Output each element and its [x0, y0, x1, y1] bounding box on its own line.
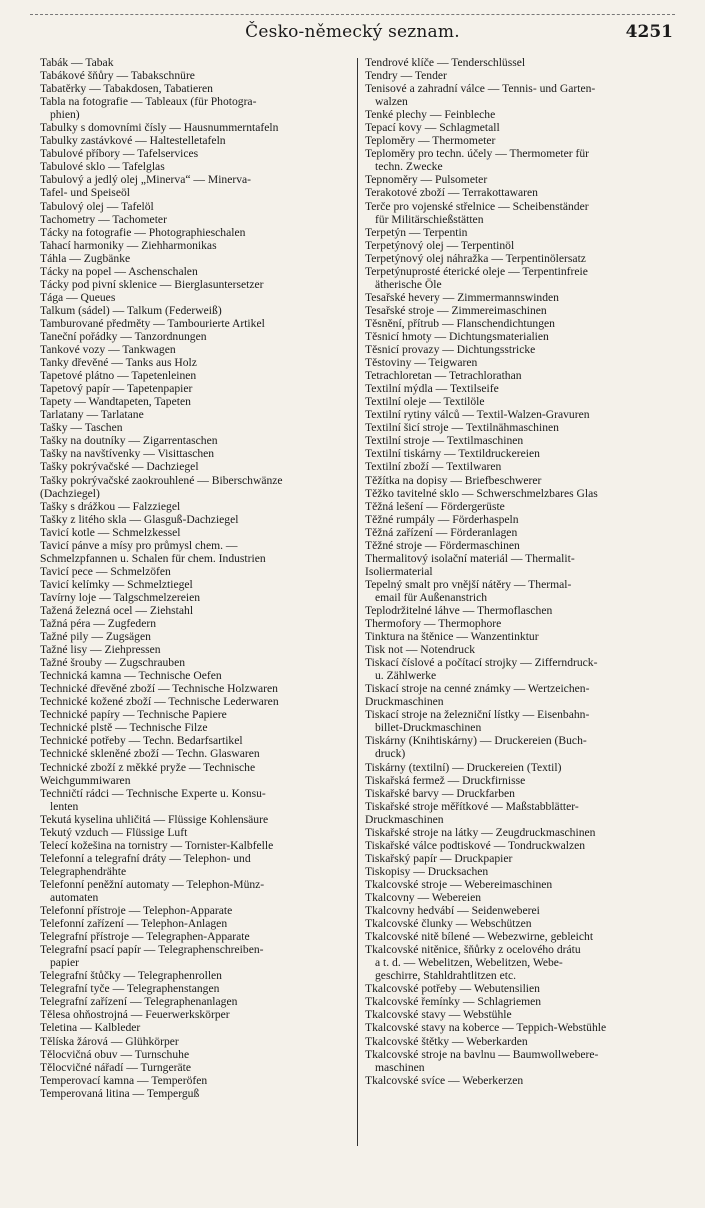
list-item: Tesařské hevery — Zimmermannswinden [365, 290, 559, 304]
list-item: Tekutý vzduch — Flüssige Luft [40, 825, 188, 839]
list-item: Tkalcovské nitěnice, šňůrky z ocelového drátu [365, 943, 581, 957]
list-item: Talkum (sádel) — Talkum (Federweiß) [40, 303, 222, 317]
list-item: Technické kožené zboží — Technische Lederwaren [40, 695, 279, 709]
list-item: Tiskařské stroje na látky — Zeugdruckmaschinen [365, 825, 596, 839]
list-item: Tiskařská fermež — Druckfirnisse [365, 773, 526, 787]
list-item: Tkalcovské stavy na koberce — Teppich-Webstühle [365, 1021, 607, 1035]
list-item: Tiskárny (textilní) — Druckereien (Textil) [365, 760, 562, 774]
list-item: Textilní rytiny válců — Textil-Walzen-Gravuren [365, 408, 590, 422]
list-item: a t. d. — Webelitzen, Webelitzen, Webe- [375, 956, 563, 970]
list-item: Tapetové plátno — Tapetenleinen [40, 369, 197, 383]
list-item: Tažné lisy — Ziehpressen [40, 643, 161, 657]
list-item: Tácky pod pivní sklenice — Bierglasuntersetzer [40, 277, 264, 291]
list-item: ätherische Öle [375, 277, 442, 291]
list-item: Textilní tiskárny — Textildruckereien [365, 447, 540, 461]
list-item: Isoliermaterial [365, 564, 433, 578]
list-item: Textilní oleje — Textilöle [365, 395, 485, 409]
list-item: Tiskací číslové a počítací strojky — Zifferndruck- [365, 656, 598, 670]
list-item: Tkalcovské člunky — Webschützen [365, 917, 532, 931]
list-item: Tavicí pece — Schmelzöfen [40, 564, 171, 578]
list-item: Tabulový a jedlý olej „Minerva“ — Minerva- [40, 173, 252, 187]
list-item: Těsnění, přítrub — Flanschendichtungen [365, 316, 555, 330]
list-item: druck) [375, 747, 406, 761]
list-item: Tkalcovské stroje na bavlnu — Baumwollwebere- [365, 1047, 599, 1061]
list-item: Textilní zboží — Textilwaren [365, 460, 502, 474]
list-item: Terpetýnuprosté éterické oleje — Terpentinfreie [365, 264, 588, 278]
list-item: Tepací kovy — Schlagmetall [365, 121, 500, 135]
list-item: Tekutá kyselina uhličitá — Flüssige Kohlensäure [40, 812, 269, 826]
list-item: Tachometry — Tachometer [40, 212, 167, 226]
list-item: geschirre, Stahldrahtlitzen etc. [375, 969, 516, 983]
list-item: Telegraphendrähte [40, 864, 127, 878]
list-item: Tabulové sklo — Tafelglas [40, 160, 165, 174]
header-rule [30, 14, 675, 15]
list-item: email für Außenanstrich [375, 590, 488, 604]
list-item: u. Zählwerke [375, 669, 437, 683]
list-item: Těžné stroje — Fördermaschinen [365, 538, 520, 552]
list-item: Tkalcovny — Webereien [365, 891, 482, 904]
list-item: Technické zboží z měkké pryže — Technische [40, 760, 256, 774]
list-item: Terpetýn — Terpentin [365, 225, 468, 239]
list-item: Tiskárny (Knihtiskárny) — Druckereien (Buch- [365, 734, 587, 748]
list-item: maschinen [375, 1060, 425, 1074]
list-item: Druckmaschinen [365, 695, 444, 709]
list-item: Tašky na navštívenky — Visittaschen [40, 447, 215, 461]
list-item: Tiskací stroje na cenné známky — Wertzeichen- [365, 682, 590, 696]
list-item: Tafel- und Speiseöl [40, 186, 130, 200]
list-item: Tahací harmoniky — Ziehharmonikas [40, 238, 217, 252]
list-item: Tesařské stroje — Zimmereimaschinen [365, 303, 547, 317]
list-item: Tabulky s domovními čísly — Hausnummerntafeln [40, 121, 279, 135]
list-item: Teploměry — Thermometer [365, 134, 496, 148]
list-item: Těstoviny — Teigwaren [365, 356, 478, 370]
list-item: Tkalcovské stroje — Webereimaschinen [365, 877, 553, 891]
list-item: Tkalcovny hedvábí — Seidenweberei [365, 904, 540, 918]
list-item: Těsnicí hmoty — Dichtungsmaterialien [365, 329, 549, 343]
list-item: Thermalitový isolační materiál — Thermalit- [365, 551, 575, 565]
list-item: Tamburované předměty — Tambourierte Artikel [40, 316, 265, 330]
left-column [40, 56, 352, 1100]
list-item: Taneční pořádky — Tanzordnungen [40, 329, 207, 343]
list-item: Schmelzpfannen u. Schalen für chem. Industrien [40, 551, 266, 565]
list-item: Tabákové šňůry — Tabakschnüre [40, 69, 195, 83]
list-item: Tašky s drážkou — Falzziegel [40, 499, 181, 513]
list-item: Telegrafní tyče — Telegraphenstangen [40, 982, 220, 996]
list-item: Tkalcovské potřeby — Webutensilien [365, 982, 540, 996]
list-item: Telegrafní štůčky — Telegraphenrollen [40, 969, 222, 983]
list-item: Tarlatany — Tarlatane [40, 408, 144, 422]
list-item: Textilní stroje — Textilmaschinen [365, 434, 524, 448]
list-item: Tepelný smalt pro vnější nátěry — Thermal- [365, 577, 572, 591]
list-item: Táhla — Zugbänke [40, 251, 131, 265]
list-item: Weichgummiwaren [40, 773, 131, 787]
list-item: Tapetový papír — Tapetenpapier [40, 382, 193, 396]
list-item: Tenisové a zahradní válce — Tennis- und Garten- [365, 82, 596, 96]
list-item: Tavicí kelímky — Schmelztiegel [40, 577, 193, 591]
list-item: Tabla na fotografie — Tableaux (für Photogra- [40, 95, 257, 109]
list-item: Thermofory — Thermophore [365, 617, 502, 631]
list-item: Telefonní zařízení — Telephon-Anlagen [40, 917, 228, 931]
list-item: Tabulky zastávkové — Haltestelletafeln [40, 134, 226, 148]
list-item: Terče pro vojenské střelnice — Scheibenständer [365, 199, 589, 213]
list-item: Tažné pily — Zugsägen [40, 630, 151, 644]
list-item: Tkalcovské svíce — Weberkerzen [365, 1073, 524, 1087]
list-item: Tendry — Tender [365, 69, 447, 83]
list-item: Tiskařské barvy — Druckfarben [365, 786, 515, 800]
list-item: Tkalcovské stavy — Webstühle [365, 1008, 512, 1022]
list-item: Tabák — Tabak [40, 56, 114, 69]
list-item: Terakotové zboží — Terrakottawaren [365, 186, 538, 200]
list-item: (Dachziegel) [40, 486, 100, 500]
list-item: Tašky — Taschen [40, 421, 123, 435]
list-item: Terpetýnový olej — Terpentinöl [365, 238, 515, 252]
list-item: Tělesa ohňostrojná — Feuerwerkskörper [40, 1008, 230, 1022]
list-item: Tága — Queues [40, 290, 116, 304]
list-item: Těžná zařízení — Förderanlagen [365, 525, 518, 539]
list-item: Technické papíry — Technische Papiere [40, 708, 227, 722]
list-item: Tělocvičná obuv — Turnschuhe [40, 1047, 190, 1061]
list-item: Tavírny loje — Talgschmelzereien [40, 590, 201, 604]
list-item: Tkalcovské štětky — Weberkarden [365, 1034, 528, 1048]
list-item: Technické potřeby — Techn. Bedarfsartikel [40, 734, 243, 748]
list-item: Tašky pokrývačské — Dachziegel [40, 460, 199, 474]
list-item: Tinktura na štěnice — Wanzentinktur [365, 630, 539, 644]
list-item: für Militärschießstätten [375, 212, 484, 226]
list-item: Těžné rumpály — Förderhaspeln [365, 512, 519, 526]
list-item: Tácky na fotografie — Photographieschalen [40, 225, 246, 239]
list-item: Terpetýnový olej náhražka — Terpentinölersatz [365, 251, 586, 265]
list-item: Tkalcovské nitě bílené — Webezwirne, gebleicht [365, 930, 594, 944]
list-item: Tisk not — Notendruck [365, 643, 476, 657]
list-item: Tažné šrouby — Zugschrauben [40, 656, 186, 670]
list-item: Tabulové příbory — Tafelservices [40, 147, 199, 161]
right-column [365, 56, 671, 1087]
list-item: Tiskací stroje na železniční lístky — Eisenbahn- [365, 708, 590, 722]
list-item: Tašky z litého skla — Glasguß-Dachziegel [40, 512, 239, 526]
list-item: Tavicí pánve a mísy pro průmysl chem. — [40, 538, 238, 552]
list-item: Tetrachloretan — Tetrachlorathan [365, 369, 522, 383]
list-item: Tenké plechy — Feinbleche [365, 108, 496, 122]
list-item: Teletina — Kalbleder [40, 1021, 141, 1035]
list-item: Těsnicí provazy — Dichtungsstricke [365, 343, 536, 357]
list-item: Tendrové klíče — Tenderschlüssel [365, 56, 526, 69]
list-item: Temperovaná litina — Temperguß [40, 1086, 200, 1100]
list-item: Telegrafní psací papír — Telegraphenschreiben- [40, 943, 264, 957]
list-item: Tělocvičné nářadí — Turngeräte [40, 1060, 191, 1074]
list-item: Těžná lešení — Fördergerüste [365, 499, 505, 513]
list-item: Tiskařské válce podtiskové — Tondruckwalzen [365, 838, 586, 852]
list-item: Tavicí kotle — Schmelzkessel [40, 525, 181, 539]
list-item: Technické plstě — Technische Filze [40, 721, 208, 735]
list-item: Teploměry pro techn. účely — Thermometer für [365, 147, 590, 161]
list-item: Technická kamna — Technische Oefen [40, 669, 222, 683]
list-item: Tapety — Wandtapeten, Tapeten [40, 395, 191, 409]
list-item: Tiskopisy — Drucksachen [365, 864, 489, 878]
list-item: Tabulový olej — Tafelöl [40, 199, 154, 213]
list-item: Technické skleněné zboží — Techn. Glaswaren [40, 747, 260, 761]
list-item: Tabatěrky — Tabakdosen, Tabatieren [40, 82, 213, 96]
list-item: Telefonní peněžní automaty — Telephon-Münz- [40, 877, 265, 891]
page-header [30, 8, 675, 42]
list-item: walzen [375, 95, 408, 109]
list-item: papier [50, 956, 79, 970]
list-item: Tkalcovské řemínky — Schlagriemen [365, 995, 542, 1009]
list-item: Tanky dřevěné — Tanks aus Holz [40, 356, 197, 370]
list-item: Tažená železná ocel — Ziehstahl [40, 603, 194, 617]
page-title: Česko-německý seznam. [245, 22, 460, 42]
list-item: Tažná péra — Zugfedern [40, 617, 157, 631]
list-item: automaten [50, 891, 99, 904]
list-item: Těžko tavitelné sklo — Schwerschmelzbares Glas [365, 486, 598, 500]
list-item: Telecí kožešina na tornistry — Tornister-Kalbfelle [40, 838, 274, 852]
list-item: Temperovací kamna — Temperöfen [40, 1073, 208, 1087]
list-item: Telegrafní zařízení — Telegraphenanlagen [40, 995, 238, 1009]
list-item: Textilní mýdla — Textilseife [365, 382, 499, 396]
list-item: billet-Druckmaschinen [375, 721, 482, 735]
list-item: Tašky na doutníky — Zigarrentaschen [40, 434, 218, 448]
list-item: lenten [50, 799, 79, 813]
list-item: techn. Zwecke [375, 160, 443, 174]
list-item: Techničtí rádci — Technische Experte u. Konsu- [40, 786, 266, 800]
page-number: 4251 [625, 22, 673, 42]
list-item: Teplodržitelné láhve — Thermoflaschen [365, 603, 553, 617]
list-item: Telefonní a telegrafní dráty — Telephon- und [40, 851, 251, 865]
list-item: Druckmaschinen [365, 812, 444, 826]
list-item: Telefonní přístroje — Telephon-Apparate [40, 904, 233, 918]
list-item: Telegrafní přístroje — Telegraphen-Apparate [40, 930, 250, 944]
list-item: Technické dřevěné zboží — Technische Holzwaren [40, 682, 278, 696]
column-divider [357, 58, 358, 1146]
list-item: Tiskařské stroje měřítkové — Maßstabblätter- [365, 799, 579, 813]
list-item: Tiskařský papír — Druckpapier [365, 851, 513, 865]
list-item: phien) [50, 108, 80, 122]
list-item: Tepnoměry — Pulsometer [365, 173, 488, 187]
list-item: Tašky pokrývačské zaokrouhlené — Biberschwänze [40, 473, 283, 487]
list-item: Tankové vozy — Tankwagen [40, 343, 176, 357]
list-item: Tácky na popel — Aschenschalen [40, 264, 198, 278]
list-item: Těžítka na dopisy — Briefbeschwerer [365, 473, 542, 487]
list-item: Tělíska žárová — Glühkörper [40, 1034, 179, 1048]
list-item: Textilní šicí stroje — Textilnähmaschinen [365, 421, 559, 435]
